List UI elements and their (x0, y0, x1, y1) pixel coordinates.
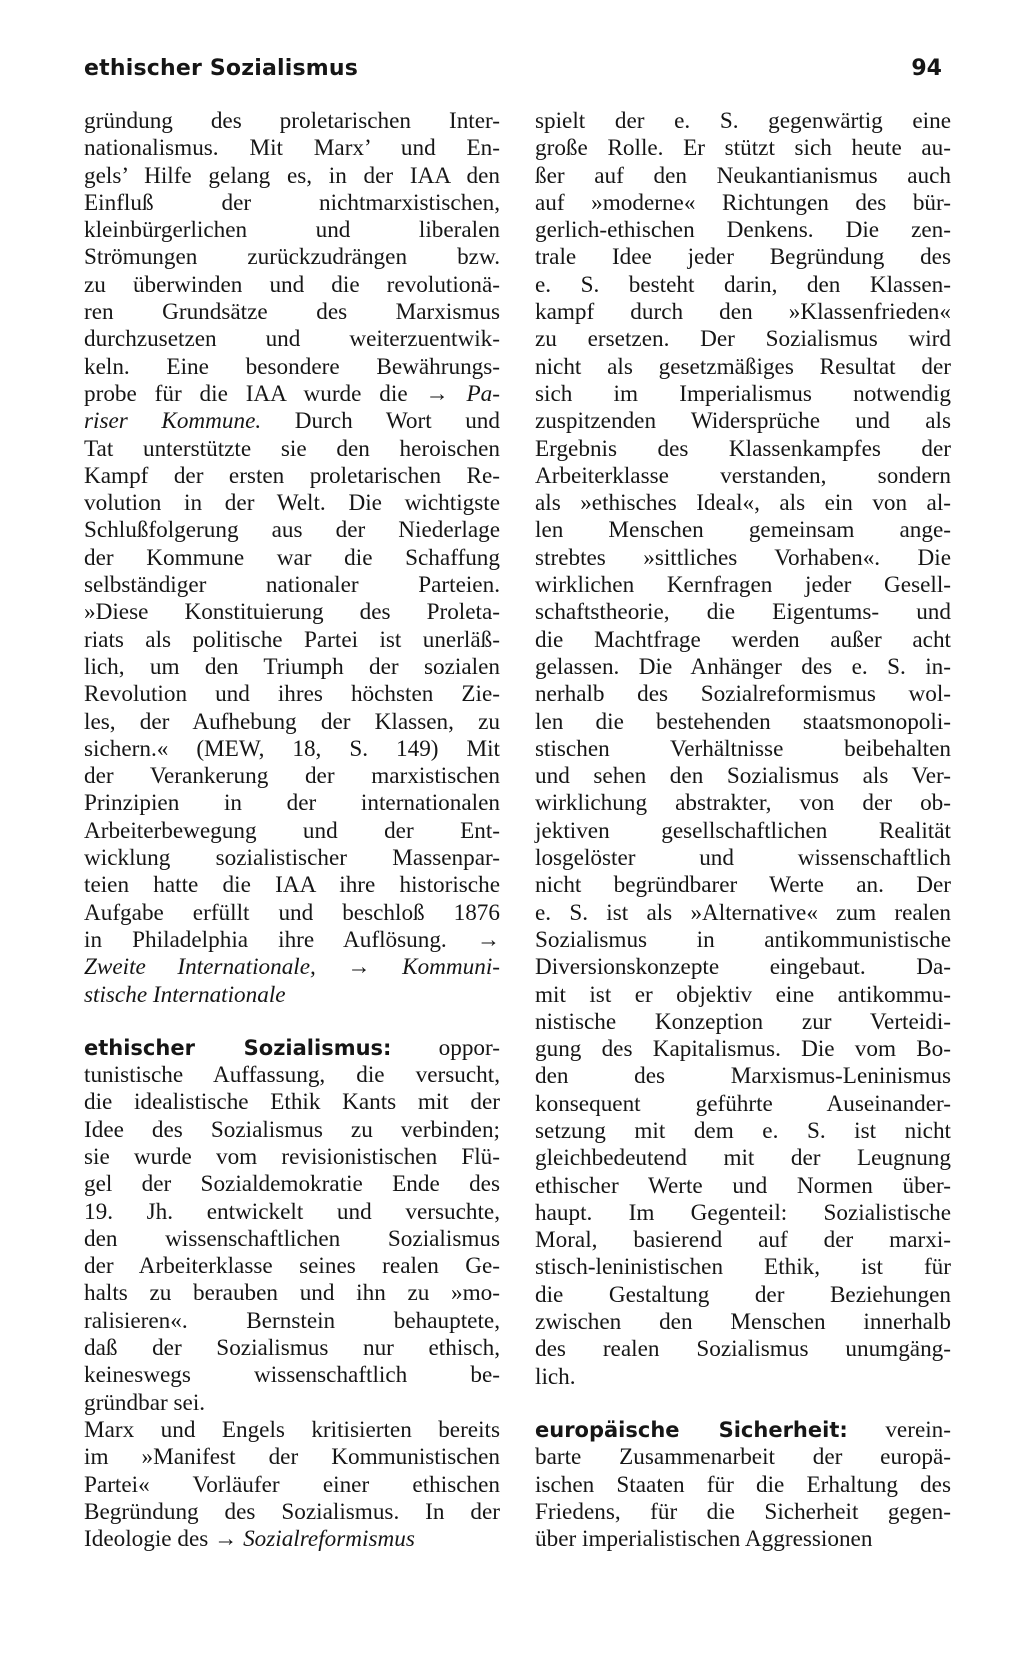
text-run: ßer auf den Neukantianismus auch (535, 162, 951, 189)
text-line (535, 1227, 951, 1254)
text-run: sie wurde vom revisionistischen Flü- (84, 1143, 500, 1170)
text-line (535, 408, 951, 435)
text-line (535, 272, 951, 299)
text-line (535, 1444, 951, 1471)
text-line (84, 572, 500, 599)
text-line (84, 1280, 500, 1307)
text-run: barte Zusammenarbeit der europä- (535, 1444, 951, 1471)
text-run: sich im Imperialismus notwendig (535, 380, 951, 407)
text-run: gründung des proletarischen Inter- (84, 108, 500, 134)
text-line (535, 681, 951, 708)
text-run: Revolution und ihres höchsten Zie- (84, 681, 500, 708)
text-run: über imperialistischen Aggressionen (535, 1526, 873, 1553)
text-line (535, 1282, 951, 1309)
text-run: spielt der e. S. gegenwärtig eine (535, 108, 951, 134)
text-run: die idealistische Ethik Kants mit der (84, 1089, 500, 1116)
text-run: Ideologie des (84, 1526, 215, 1553)
text-line (535, 1417, 951, 1444)
text-line (535, 1200, 951, 1227)
text-line (84, 763, 500, 790)
text-run: Tat unterstützte sie den heroischen (84, 435, 500, 462)
text-line (535, 135, 951, 162)
text-line (535, 545, 951, 572)
text-run: jektiven gesellschaftlichen Realität (535, 817, 951, 844)
text-line (84, 736, 500, 763)
text-run: gelassen. Die Anhänger des e. S. in- (535, 653, 951, 680)
text-run: e. S. besteht darin, den Klassen- (535, 271, 951, 298)
text-run: keineswegs wissenschaftlich be- (84, 1362, 500, 1389)
text-run: gung des Kapitalismus. Die vom Bo- (535, 1036, 951, 1063)
text-line (535, 763, 951, 790)
text-run: des realen Sozialismus unumgäng- (535, 1336, 951, 1363)
text-line (84, 517, 500, 544)
text-run: sichern.« (MEW, 18, S. 149) Mit (84, 735, 500, 762)
text-line (535, 872, 951, 899)
text-run: den des Marxismus-Leninismus (535, 1063, 951, 1090)
text-line (84, 1035, 500, 1062)
text-run: mit ist er objektiv eine antikommu- (535, 981, 951, 1008)
text-run: als »ethisches Ideal«, als ein von al- (535, 490, 951, 517)
text-run: les, der Aufhebung der Klassen, zu (84, 708, 500, 735)
text-run: haupt. Im Gegenteil: Sozialistische (535, 1199, 951, 1226)
cross-reference-text: Pa- (448, 380, 500, 407)
cross-reference-text: Sozialreformismus (237, 1526, 415, 1553)
text-line (535, 1145, 951, 1172)
text-line (535, 818, 951, 845)
text-run: der Verankerung der marxistischen (84, 763, 500, 790)
text-line (535, 982, 951, 1009)
text-run: keln. Eine besondere Bewährungs- (84, 353, 500, 380)
text-run: lich. (535, 1363, 576, 1390)
text-run: zuspitzenden Widersprüche und als (535, 408, 951, 435)
text-run: nicht als gesetzmäßiges Resultat der (535, 353, 951, 380)
text-run: zu ersetzen. Der Sozialismus wird (535, 326, 951, 353)
text-line (535, 900, 951, 927)
text-run: in Philadelphia ihre Auflösung. (84, 926, 477, 953)
text-line (84, 954, 500, 981)
text-line (535, 654, 951, 681)
text-run: den wissenschaftlichen Sozialismus (84, 1225, 500, 1252)
text-run: Friedens, für die Sicherheit gegen- (535, 1498, 951, 1525)
text-line (84, 1472, 500, 1499)
text-run: große Rolle. Er stützt sich heute au- (535, 135, 951, 162)
text-line (84, 1062, 500, 1089)
text-run: ren Grundsätze des Marxismus (84, 299, 500, 326)
text-run: im »Manifest der Kommunistischen (84, 1444, 500, 1471)
text-run: selbständiger nationaler Parteien. (84, 572, 500, 599)
text-run: lich, um den Triumph der sozialen (84, 653, 500, 680)
text-line (535, 627, 951, 654)
text-line (84, 299, 500, 326)
text-line (535, 709, 951, 736)
text-line (535, 1063, 951, 1090)
text-run: der Kommune war die Schaffung (84, 544, 500, 571)
text-run: nistische Konzeption zur Verteidi- (535, 1008, 951, 1035)
text-line (535, 517, 951, 544)
text-line (84, 244, 500, 271)
cross-reference-text: Kommuni- (370, 954, 501, 981)
text-line (84, 163, 500, 190)
text-line (84, 872, 500, 899)
text-run: probe für die IAA wurde die (84, 380, 426, 407)
text-line (84, 436, 500, 463)
text-line (84, 135, 500, 162)
text-run: setzung mit dem e. S. ist nicht (535, 1117, 951, 1144)
text-run: Kampf der ersten proletarischen Re- (84, 462, 500, 489)
text-line (535, 190, 951, 217)
text-run: wirklichung abstrakter, von der ob- (535, 790, 951, 817)
text-run: gel der Sozialdemokratie Ende des (84, 1171, 500, 1198)
right-text-column (535, 108, 951, 1553)
text-line (84, 1199, 500, 1226)
text-run: die Machtfrage werden außer acht (535, 626, 951, 653)
text-line (535, 1336, 951, 1363)
text-line (84, 1390, 500, 1417)
text-line (535, 790, 951, 817)
text-run: kleinbürgerlichen und liberalen (84, 217, 500, 244)
text-line (535, 1309, 951, 1336)
text-line (84, 1362, 500, 1389)
text-line (84, 272, 500, 299)
text-run: wirklichen Kernfragen jeder Gesell- (535, 572, 951, 599)
text-run: stisch-leninistischen Ethik, ist für (535, 1254, 951, 1281)
text-run: Arbeiterbewegung und der Ent- (84, 817, 500, 844)
text-line (535, 299, 951, 326)
text-line (84, 709, 500, 736)
text-line (84, 490, 500, 517)
text-line (84, 927, 500, 954)
text-run: der Arbeiterklasse seines realen Ge- (84, 1253, 500, 1280)
text-line (535, 463, 951, 490)
text-line (84, 599, 500, 626)
text-line (84, 982, 500, 1009)
text-line (84, 1499, 500, 1526)
text-run: Schlußfolgerung aus der Niederlage (84, 517, 500, 544)
text-run: e. S. ist als »Alternative« zum realen (535, 899, 951, 926)
text-line (535, 1364, 951, 1391)
text-line (535, 1526, 951, 1553)
text-line (84, 408, 500, 435)
text-run: oppor- (391, 1034, 500, 1061)
text-run: auf »moderne« Richtungen des bür- (535, 189, 951, 216)
text-line (84, 190, 500, 217)
text-run: verein- (847, 1416, 951, 1443)
cross-reference-arrow: → (214, 1526, 238, 1553)
text-run: Sozialismus in antikommunistische (535, 926, 951, 953)
text-line (535, 572, 951, 599)
cross-reference-arrow: → (476, 926, 500, 953)
text-run: Aufgabe erfüllt und beschloß 1876 (84, 899, 500, 926)
text-line (535, 1036, 951, 1063)
text-line (84, 1308, 500, 1335)
page-number: 94 (911, 56, 942, 81)
text-run: gerlich-ethischen Denkens. Die zen- (535, 217, 951, 244)
text-run: daß der Sozialismus nur ethisch, (84, 1335, 500, 1362)
left-text-column (84, 108, 500, 1553)
text-line (535, 599, 951, 626)
text-run: kampf durch den »Klassenfrieden« (535, 299, 951, 326)
text-line (84, 354, 500, 381)
text-line (535, 490, 951, 517)
text-line (535, 736, 951, 763)
text-line (84, 1089, 500, 1116)
text-run: ischen Staaten für die Erhaltung des (535, 1471, 951, 1498)
text-run: strebtes »sittliches Vorhaben«. Die (535, 544, 951, 571)
text-line (84, 1444, 500, 1471)
text-run: Einfluß der nichtmarxistischen, (84, 189, 500, 216)
text-line (535, 381, 951, 408)
text-line (84, 790, 500, 817)
text-line (84, 108, 500, 135)
text-run: trale Idee jeder Begründung des (535, 244, 951, 271)
text-line (84, 381, 500, 408)
text-run: teien hatte die IAA ihre historische (84, 872, 500, 899)
text-line (84, 1226, 500, 1253)
cross-reference-arrow: → (347, 954, 371, 981)
text-line (84, 326, 500, 353)
text-line (535, 1173, 951, 1200)
text-run: und sehen den Sozialismus als Ver- (535, 763, 951, 790)
text-line (84, 845, 500, 872)
text-run: ethischer Werte und Normen über- (535, 1172, 951, 1199)
text-run: losgelöster und wissenschaftlich (535, 845, 951, 872)
text-run: Arbeiterklasse verstanden, sondern (535, 462, 951, 489)
text-line (84, 545, 500, 572)
text-run: nicht begründbarer Werte an. Der (535, 872, 951, 899)
cross-reference-text: Zweite Internationale, (84, 954, 348, 981)
text-run: nerhalb des Sozialreformismus wol- (535, 681, 951, 708)
cross-reference-text: stische Internationale (84, 981, 286, 1008)
text-line (535, 354, 951, 381)
text-line (535, 1254, 951, 1281)
text-run: Idee des Sozialismus zu verbinden; (84, 1116, 500, 1143)
text-run: schaftstheorie, die Eigentums- und (535, 599, 951, 626)
text-run: tunistische Auffassung, die versucht, (84, 1062, 500, 1089)
text-line (535, 845, 951, 872)
text-line (84, 818, 500, 845)
text-line (84, 900, 500, 927)
paragraph-gap (84, 1009, 500, 1035)
text-line (84, 1335, 500, 1362)
cross-reference-arrow: → (425, 380, 449, 407)
text-run: halts zu berauben und ihn zu »mo- (84, 1280, 500, 1307)
text-line (535, 326, 951, 353)
text-line (84, 681, 500, 708)
text-run: zu überwinden und die revolutionä- (84, 271, 500, 298)
text-run: ralisieren«. Bernstein behauptete, (84, 1307, 500, 1334)
text-run: Diversionskonzepte eingebaut. Da- (535, 954, 951, 981)
text-line (84, 1526, 500, 1553)
text-run: gründbar sei. (84, 1389, 206, 1416)
text-run: 19. Jh. entwickelt und versuchte, (84, 1198, 500, 1225)
text-line (535, 1091, 951, 1118)
text-line (535, 927, 951, 954)
text-run: volution in der Welt. Die wichtigste (84, 490, 500, 517)
text-line (84, 1171, 500, 1198)
text-run: len Menschen gemeinsam ange- (535, 517, 951, 544)
text-line (84, 1253, 500, 1280)
text-line (535, 1118, 951, 1145)
text-run: Begründung des Sozialismus. In der (84, 1498, 500, 1525)
text-run: riats als politische Partei ist unerläß- (84, 626, 500, 653)
text-line (84, 217, 500, 244)
text-run: Partei« Vorläufer einer ethischen (84, 1471, 500, 1498)
text-line (84, 1144, 500, 1171)
cross-reference-text: riser Kommune. (84, 408, 262, 435)
text-line (535, 217, 951, 244)
text-line (535, 1009, 951, 1036)
text-run: durchzusetzen und weiterzuentwik- (84, 326, 500, 353)
text-run: die Gestaltung der Beziehungen (535, 1281, 951, 1308)
text-line (535, 954, 951, 981)
text-run: »Diese Konstituierung des Proleta- (84, 599, 500, 626)
text-run: Durch Wort und (261, 408, 500, 435)
text-line (84, 1417, 500, 1444)
text-line (84, 627, 500, 654)
text-run: zwischen den Menschen innerhalb (535, 1309, 951, 1336)
text-run: nationalismus. Mit Marx’ und En- (84, 135, 500, 162)
text-run: Moral, basierend auf der marxi- (535, 1227, 951, 1254)
text-run: wicklung sozialistischer Massenpar- (84, 845, 500, 872)
text-line (84, 463, 500, 490)
text-run: stischen Verhältnisse beibehalten (535, 735, 951, 762)
running-head-title: ethischer Sozialismus (84, 56, 359, 81)
text-run: Prinzipien in der internationalen (84, 790, 500, 817)
entry-headword: ethischer Sozialismus: (84, 1035, 392, 1060)
text-run: Ergebnis des Klassenkampfes der (535, 435, 951, 462)
text-line (84, 1117, 500, 1144)
text-run: Strömungen zurückzudrängen bzw. (84, 244, 500, 271)
text-run: gels’ Hilfe gelang es, in der IAA den (84, 162, 500, 189)
entry-headword: europäische Sicherheit: (535, 1417, 848, 1442)
text-run: gleichbedeutend mit der Leugnung (535, 1145, 951, 1172)
text-run: konsequent geführte Auseinander- (535, 1090, 951, 1117)
text-line (535, 163, 951, 190)
paragraph-gap (535, 1391, 951, 1417)
text-line (535, 436, 951, 463)
text-line (535, 244, 951, 271)
text-line (535, 1499, 951, 1526)
text-run: len die bestehenden staatsmonopoli- (535, 708, 951, 735)
text-line (535, 108, 951, 135)
text-run: Marx und Engels kritisierten bereits (84, 1416, 500, 1443)
text-line (84, 654, 500, 681)
text-line (535, 1472, 951, 1499)
